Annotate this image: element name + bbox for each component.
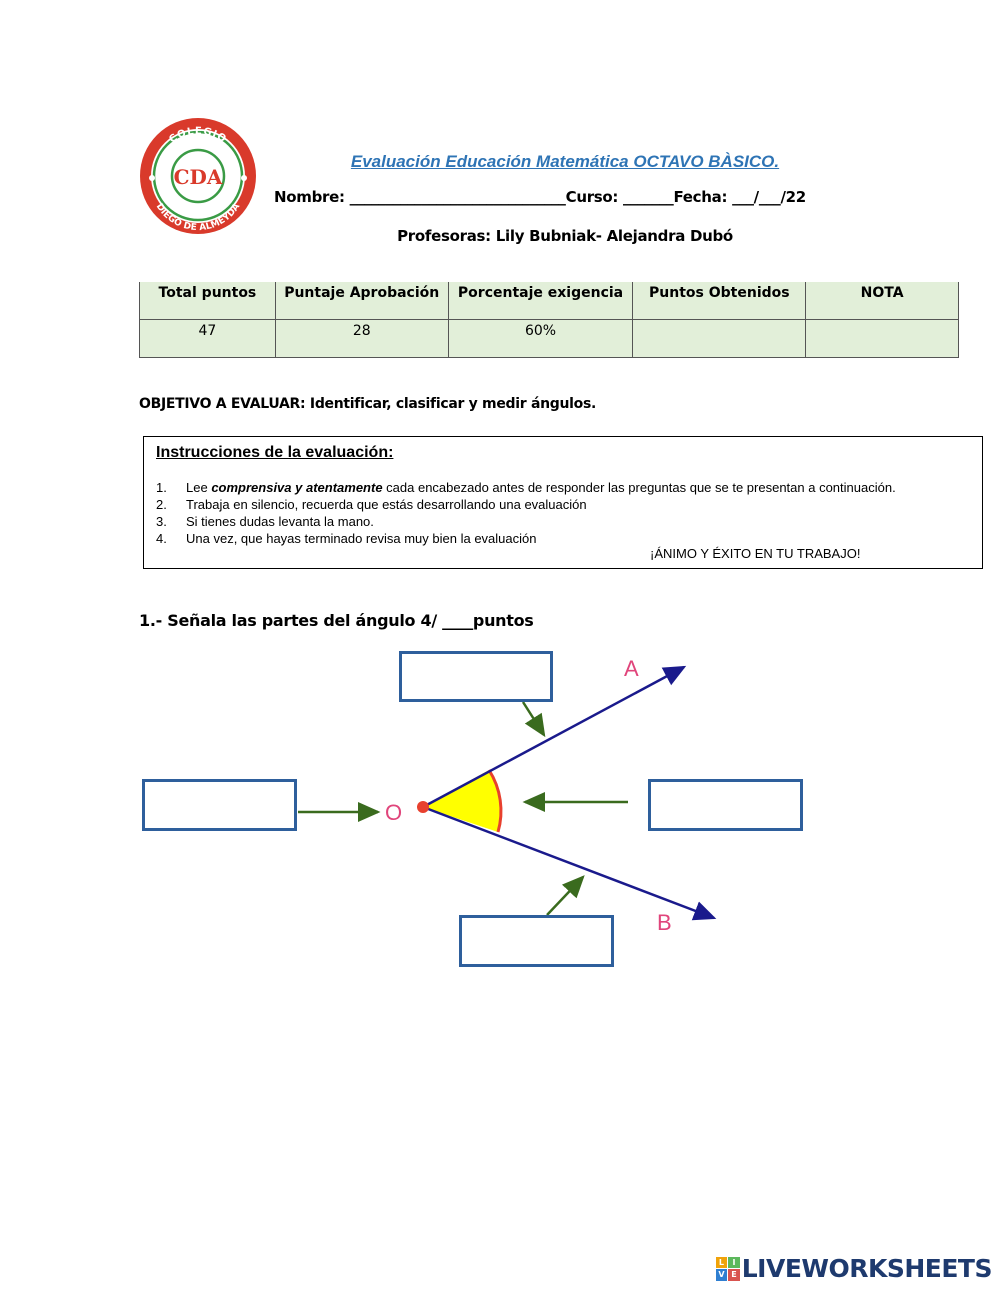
answer-box-left[interactable] bbox=[142, 779, 297, 831]
instruction-text: Trabaja en silencio, recuerda que estás desarrollando una evaluación bbox=[186, 497, 587, 512]
brand-icon-letter: I bbox=[728, 1257, 740, 1269]
header-points-obtained: Puntos Obtenidos bbox=[633, 282, 806, 320]
value-total-points: 47 bbox=[140, 320, 276, 358]
school-logo bbox=[138, 116, 258, 236]
logo-bottom-text: DIEGO DE ALMEYDA bbox=[153, 201, 243, 234]
instruction-number: 4. bbox=[156, 531, 167, 546]
objective-text: OBJETIVO A EVALUAR: Identificar, clasificar y medir ángulos. bbox=[139, 396, 597, 412]
logo-top-text: COLEGIO bbox=[167, 125, 229, 146]
header-grade: NOTA bbox=[806, 282, 959, 320]
pointer-arrow-ray-b bbox=[547, 877, 583, 915]
value-grade[interactable] bbox=[806, 320, 959, 358]
instructions-title: Instrucciones de la evaluación: bbox=[156, 444, 394, 461]
label-a: A bbox=[624, 656, 639, 681]
brand-name: LIVEWORKSHEETS bbox=[741, 1254, 992, 1283]
brand-icon-letter: L bbox=[716, 1257, 728, 1269]
instruction-text: cada encabezado antes de responder las preguntas que se te presentan a continuación. bbox=[382, 480, 896, 495]
instructions-box bbox=[143, 436, 983, 569]
brand-icon-letter: V bbox=[716, 1269, 728, 1281]
header-passing-score: Puntaje Aprobación bbox=[275, 282, 448, 320]
value-passing-score: 28 bbox=[275, 320, 448, 358]
instruction-text: Lee bbox=[186, 480, 212, 495]
page-title: Evaluación Educación Matemática OCTAVO BÀSICO. bbox=[350, 152, 780, 171]
liveworksheets-brand bbox=[716, 1254, 992, 1283]
header-requirement-percent: Porcentaje exigencia bbox=[448, 282, 633, 320]
instruction-text: Si tienes dudas levanta la mano. bbox=[186, 514, 374, 529]
logo-center-text: CDA bbox=[173, 165, 223, 189]
pointer-arrow-ray bbox=[523, 702, 544, 735]
teachers-line: Profesoras: Lily Bubniak- Alejandra Dubó bbox=[397, 227, 733, 245]
brand-logo-icon bbox=[716, 1257, 740, 1281]
instruction-item-4 bbox=[156, 531, 536, 546]
value-points-obtained[interactable] bbox=[633, 320, 806, 358]
instruction-item-1 bbox=[156, 480, 896, 495]
instruction-emphasis: comprensiva y atentamente bbox=[211, 480, 383, 495]
instruction-text: Una vez, que hayas terminado revisa muy bien la evaluación bbox=[186, 531, 537, 546]
question-1: 1.- Señala las partes del ángulo 4/ ____puntos bbox=[139, 611, 534, 630]
value-requirement-percent: 60% bbox=[448, 320, 633, 358]
header-total-points: Total puntos bbox=[140, 282, 276, 320]
answer-box-top[interactable] bbox=[399, 651, 553, 702]
score-table bbox=[139, 282, 959, 358]
answer-box-right[interactable] bbox=[648, 779, 803, 831]
vertex-point bbox=[417, 801, 429, 813]
instruction-number: 3. bbox=[156, 514, 167, 529]
instruction-item-2 bbox=[156, 497, 587, 512]
label-b: B bbox=[657, 910, 672, 935]
instruction-item-3 bbox=[156, 514, 374, 529]
instruction-number: 1. bbox=[156, 480, 167, 495]
encouragement-text: ¡ÁNIMO Y ÉXITO EN TU TRABAJO! bbox=[650, 546, 861, 561]
label-o: O bbox=[385, 800, 403, 825]
instruction-number: 2. bbox=[156, 497, 167, 512]
brand-icon-letter: E bbox=[728, 1269, 740, 1281]
student-info-line[interactable]: Nombre: ______________________________Curso: _______Fecha: ___/___/22 bbox=[274, 188, 806, 206]
answer-box-bottom[interactable] bbox=[459, 915, 614, 967]
